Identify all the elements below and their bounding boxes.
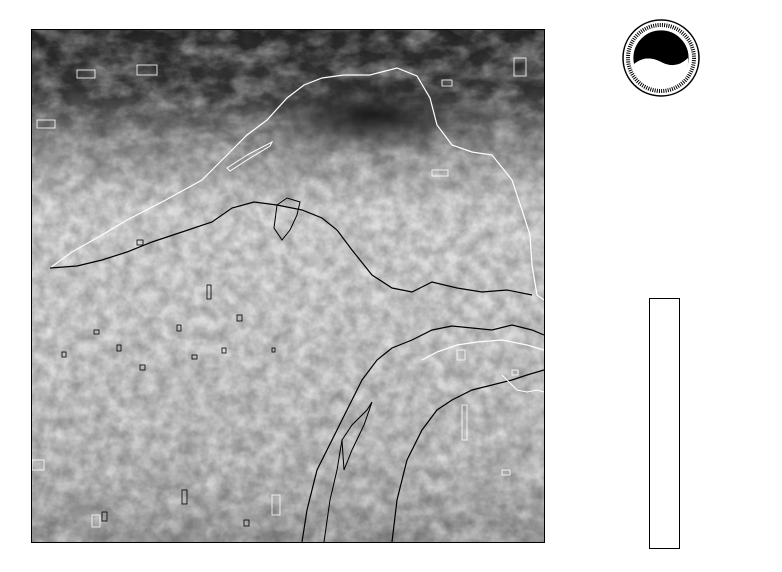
satellite-image xyxy=(31,29,545,543)
noaa-logo-icon xyxy=(621,18,701,98)
noaa-seal xyxy=(621,18,701,98)
colorbar xyxy=(649,298,680,549)
satellite-image-svg xyxy=(32,30,544,542)
